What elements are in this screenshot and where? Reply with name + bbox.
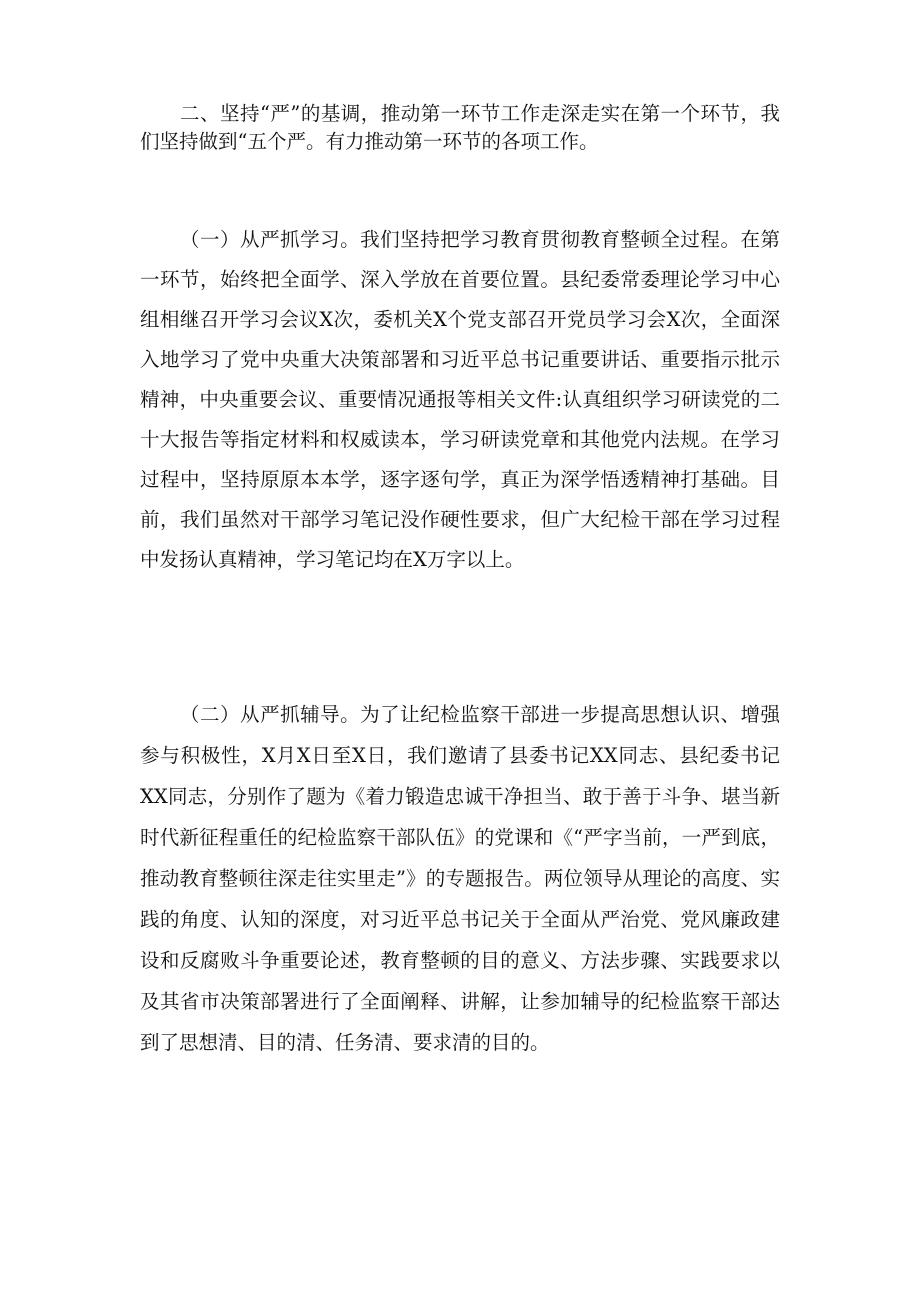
paragraph-study: （一）从严抓学习。我们坚持把学习教育贯彻教育整顿全过程。在第一环节，始终把全面学、深入学放在首要位置。县纪委常委理论学习中心组相继召开学习会议X次，委机关X个党支部召开党员学习会X次，全面深入地学习了党中央重大决策部署和习近平总书记重要讲话、重要指示批示精神，中央重要会议、重要情况通报等相关文件:认真组织学习研读党的二十大报告等指定材料和权威读本，学习研读党章和其他党内法规。在学习过程中，坚持原原本本学，逐字逐句学，真正为深学悟透精神打基础。目前，我们虽然对干部学习笔记没作硬性要求，但广大纪检干部在学习过程中发扬认真精神，学习笔记均在X万字以上。 (140, 228, 780, 571)
paragraph-section-two-heading: 二、坚持“严”的基调，推动第一环节工作走深走实在第一个环节，我们坚持做到“五个严。有力推动第一环节的各项工作。 (140, 102, 780, 153)
paragraph-tutoring: （二）从严抓辅导。为了让纪检监察干部进一步提高思想认识、增强参与积极性，X月X日至X日，我们邀请了县委书记XX同志、县纪委书记XX同志，分别作了题为《着力锻造忠诚干净担当、敢于善于斗争、堪当新时代新征程重任的纪检监察干部队伍》的党课和《“严字当前，一严到底，推动教育整顿往深走往实里走”》的专题报告。两位领导从理论的高度、实践的角度、认知的深度，对习近平总书记关于全面从严治党、党风廉政建设和反腐败斗争重要论述，教育整顿的目的意义、方法步骤、实践要求以及其省市决策部署进行了全面阐释、讲解，让参加辅导的纪检监察干部达到了思想清、目的清、任务清、要求清的目的。 (140, 703, 780, 1054)
